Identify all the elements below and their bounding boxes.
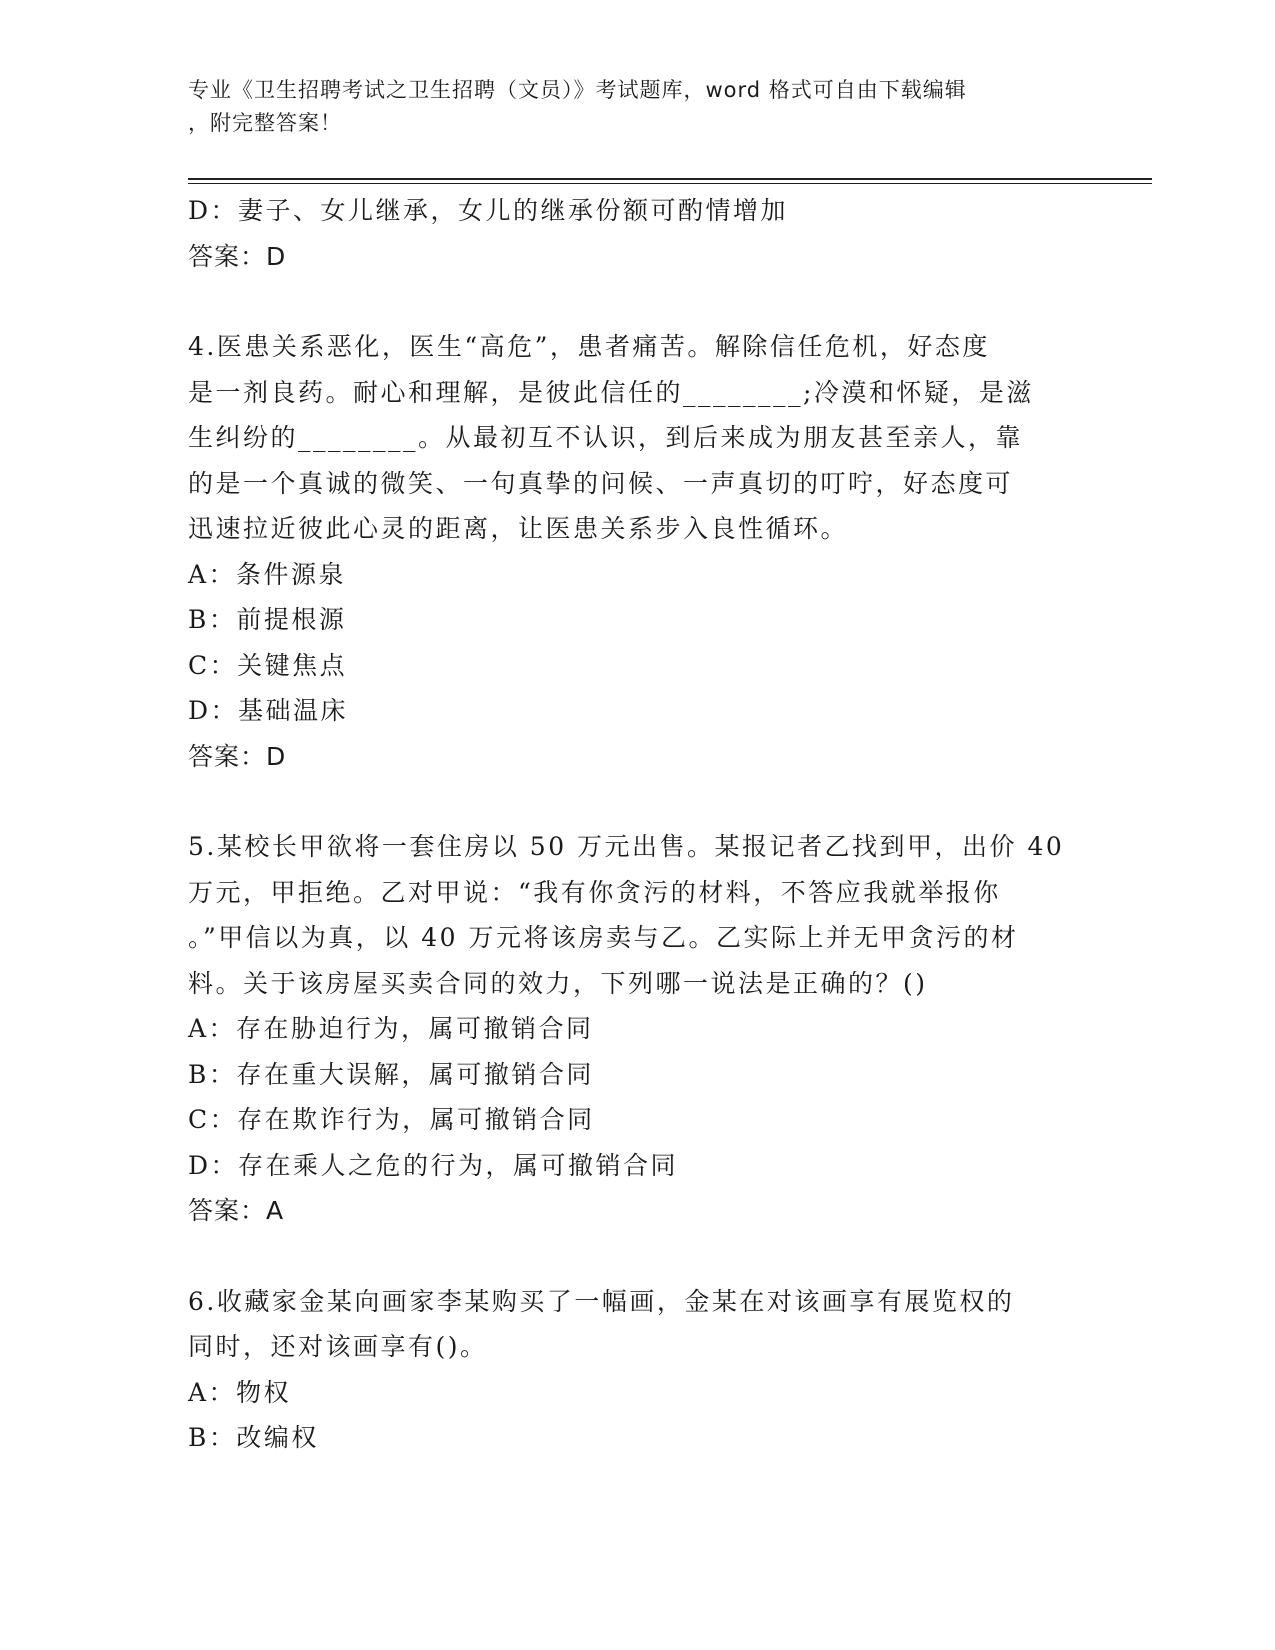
option-a: A：条件源泉	[188, 559, 347, 589]
question-text-line: 的是一个真诚的微笑、一句真挚的问候、一声真切的叮咛，好态度可	[188, 468, 1014, 498]
question-text-line: 5.某校长甲欲将一套住房以 50 万元出售。某报记者乙找到甲，出价 40	[188, 832, 1065, 861]
question-text-line: 料。关于该房屋买卖合同的效力，下列哪一说法是正确的？()	[188, 968, 928, 998]
option-a: A：存在胁迫行为，属可撤销合同	[188, 1014, 594, 1043]
answer-line: 答案：D	[188, 741, 287, 771]
option-b: B：存在重大误解，属可撤销合同	[188, 1059, 594, 1089]
question-4	[188, 324, 1088, 779]
header-line-1: 专业《卫生招聘考试之卫生招聘（文员）》考试题库，word 格式可自由下载编辑	[188, 78, 967, 102]
answer-line: 答案：D	[188, 241, 287, 271]
spacer	[188, 779, 1088, 824]
header-rule-thin	[188, 183, 1152, 184]
header-rule-thick	[188, 178, 1152, 180]
option-a: A：物权	[188, 1377, 292, 1407]
option-c: C：存在欺诈行为，属可撤销合同	[188, 1105, 595, 1134]
answer-line: 答案：A	[188, 1196, 285, 1225]
question-3-continued	[188, 188, 1088, 279]
question-text-line: 。”甲信以为真，以 40 万元将该房卖与乙。乙实际上并无甲贪污的材	[188, 923, 1019, 952]
question-text-line: 生纠纷的________。从最初互不认识，到后来成为朋友甚至亲人，靠	[188, 423, 1024, 452]
header-line-2: ，附完整答案！	[188, 111, 342, 135]
option-c: C：关键焦点	[188, 650, 348, 680]
option-d: D：存在乘人之危的行为，属可撤销合同	[188, 1150, 679, 1180]
spacer	[188, 1234, 1088, 1279]
spacer	[188, 279, 1088, 324]
question-6	[188, 1279, 1088, 1461]
page-header	[188, 74, 1088, 140]
question-text-line: 同时，还对该画享有()。	[188, 1332, 488, 1361]
question-text-line: 万元，甲拒绝。乙对甲说：“我有你贪污的材料，不答应我就举报你	[188, 877, 1001, 907]
option-d: D：妻子、女儿继承，女儿的继承份额可酌情增加	[188, 196, 789, 225]
option-b: B：改编权	[188, 1423, 319, 1452]
question-text-line: 4.医患关系恶化，医生“高危”，患者痛苦。解除信任危机，好态度	[188, 332, 990, 361]
option-b: B：前提根源	[188, 605, 347, 634]
question-text-line: 迅速拉近彼此心灵的距离，让医患关系步入良性循环。	[188, 514, 849, 543]
question-text-line: 6.收藏家金某向画家李某购买了一幅画，金某在对该画享有展览权的	[188, 1286, 1015, 1316]
document-body	[188, 188, 1088, 1461]
option-d: D：基础温床	[188, 696, 349, 725]
question-text-line: 是一剂良药。耐心和理解，是彼此信任的________;冷漠和怀疑，是滋	[188, 377, 1034, 407]
question-5	[188, 824, 1088, 1234]
